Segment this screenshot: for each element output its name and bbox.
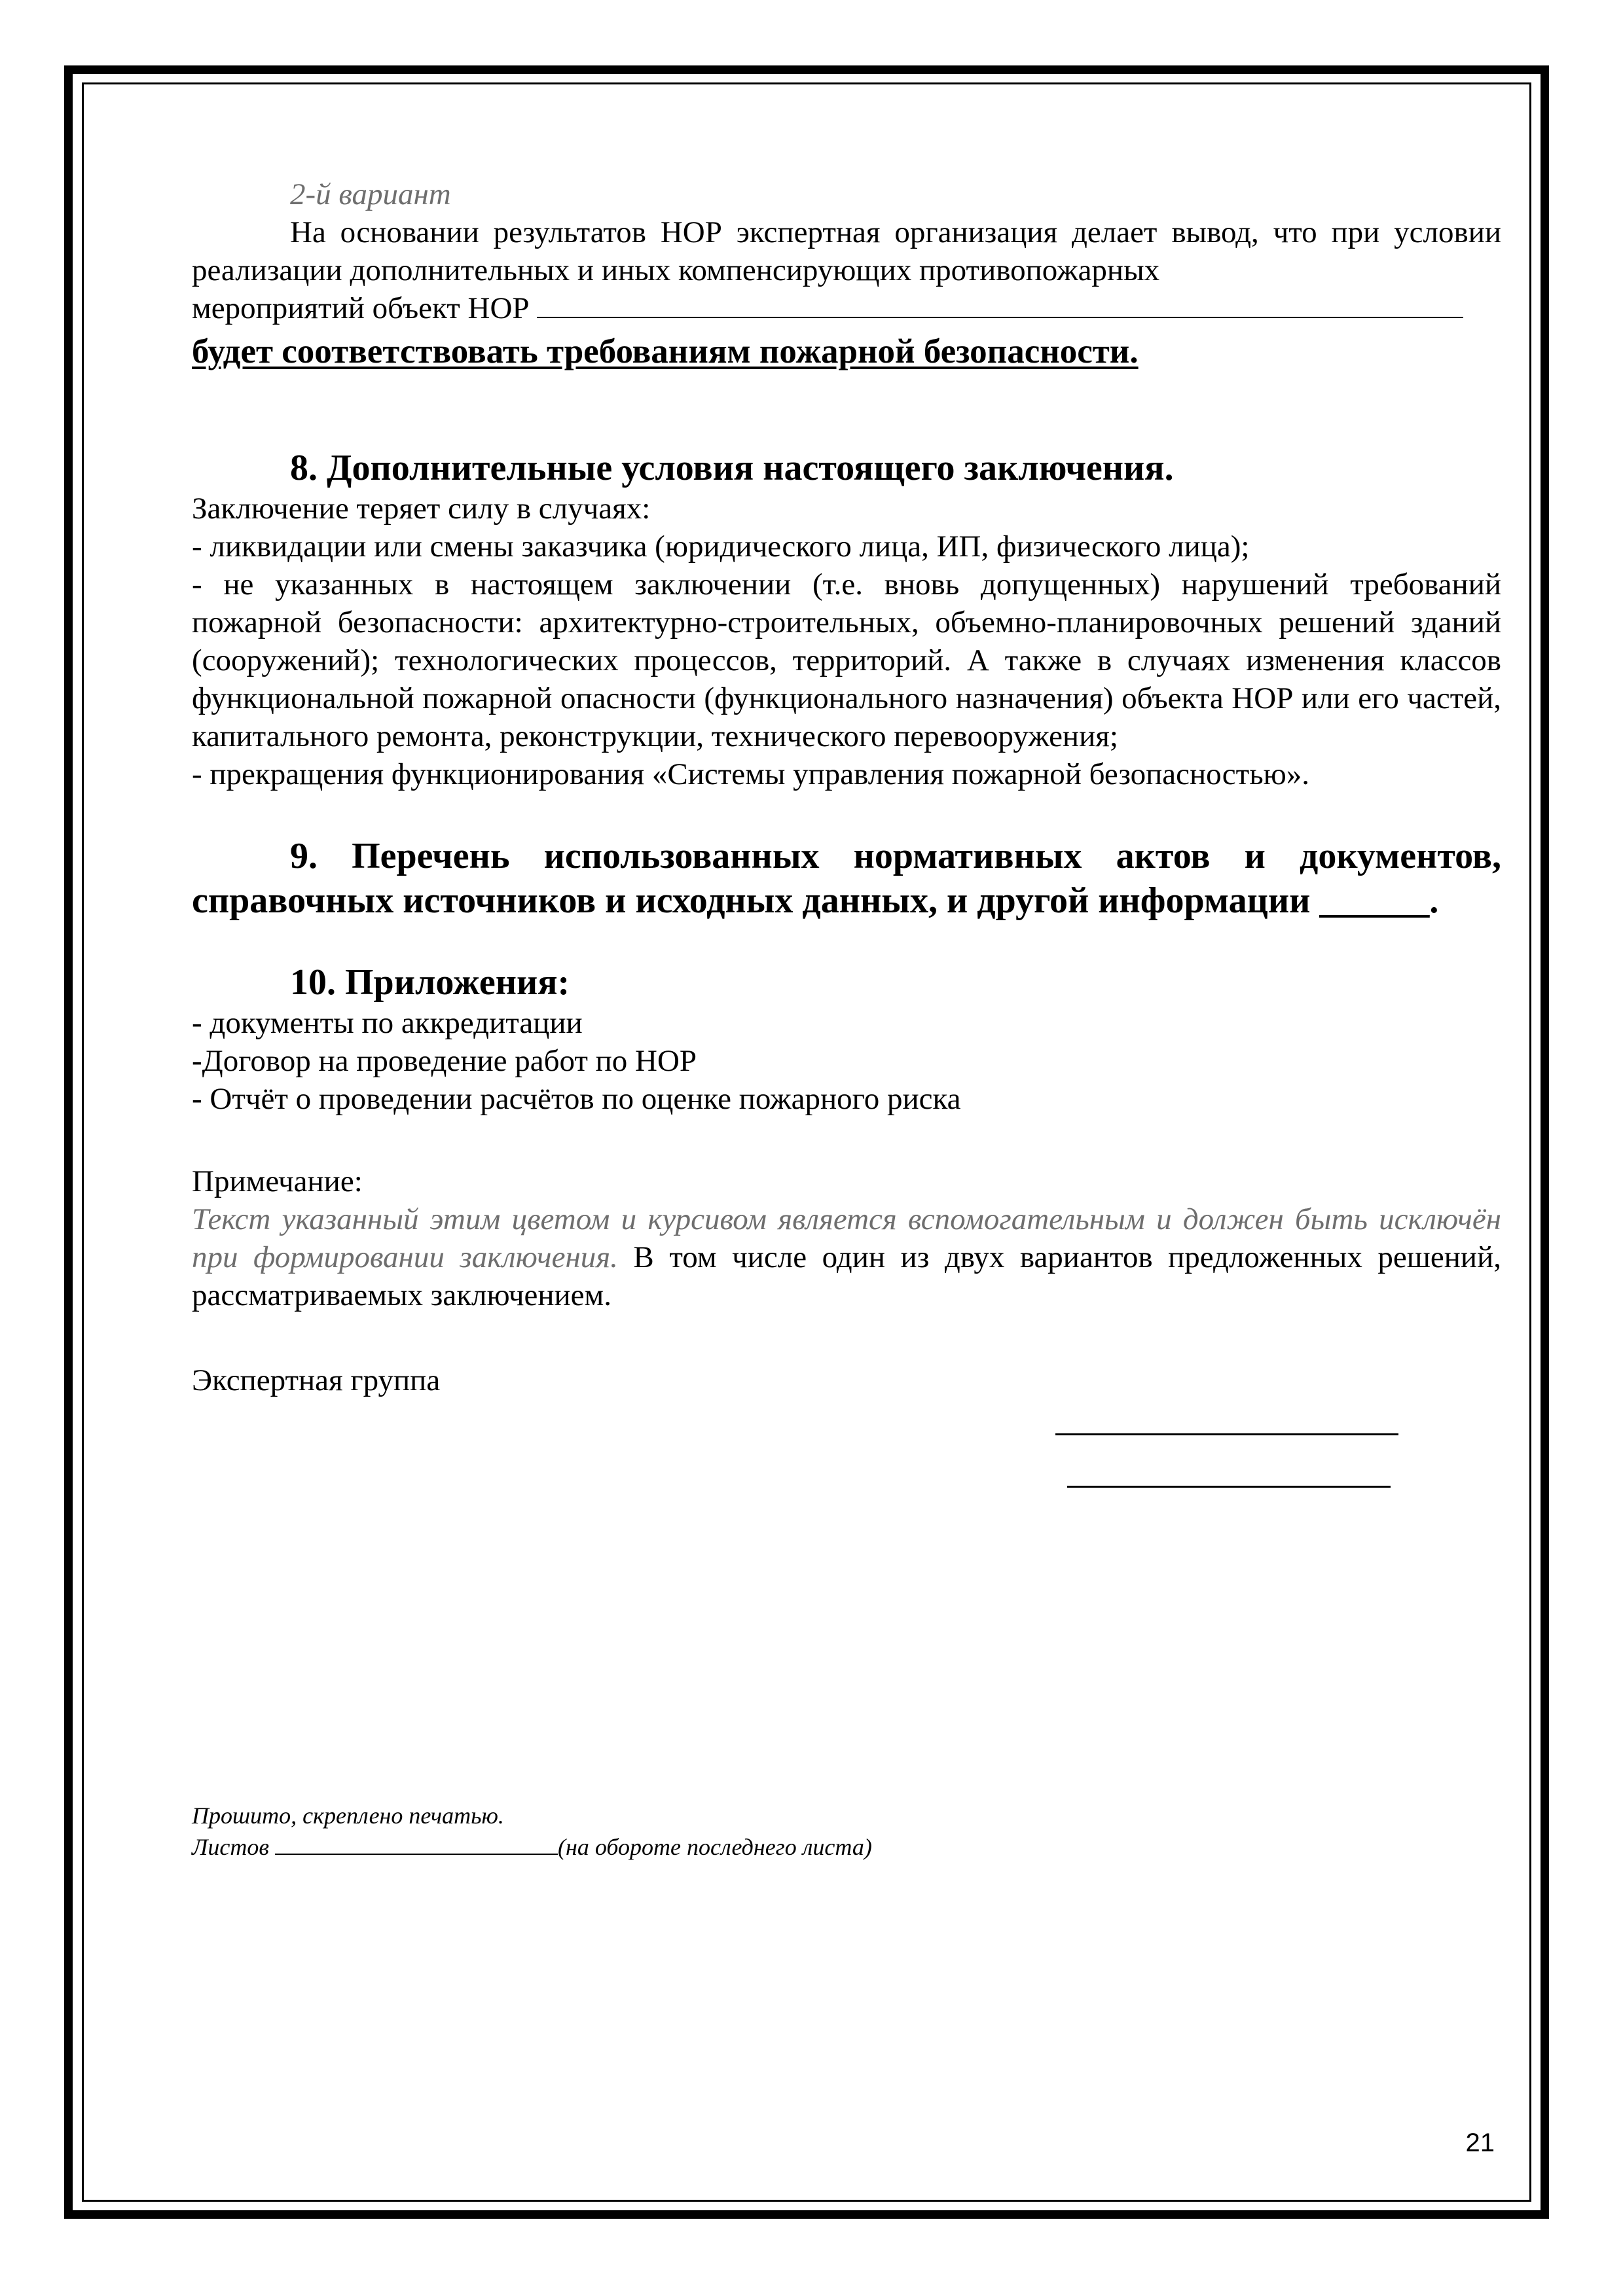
variant-paragraph bbox=[192, 213, 1501, 289]
section-8-intro: Заключение теряет силу в случаях: bbox=[192, 492, 651, 526]
conclusion-statement: будет соответствовать требованиям пожарной безопасности. bbox=[192, 332, 1139, 370]
variant-object-line bbox=[192, 289, 1501, 327]
expert-group-label: Экспертная группа bbox=[192, 1363, 441, 1397]
binding-note-line-2 bbox=[192, 1831, 872, 1863]
binding-note bbox=[192, 1800, 872, 1863]
appendix-item-1: - документы по аккредитации bbox=[192, 1006, 583, 1040]
signature-line-1 bbox=[1055, 1433, 1398, 1435]
section-8-item-1: - ликвидации или смены заказчика (юридического лица, ИП, физического лица); bbox=[192, 529, 1250, 564]
note-normal-text: В том числе один из двух вариантов предложенных решений, рассматриваемых заключением. bbox=[192, 1240, 1501, 1312]
appendix-item-2: -Договор на проведение работ по НОР bbox=[192, 1044, 697, 1078]
variant-paragraph-text: На основании результатов НОР экспертная организация делает вывод, что при условии реализации дополнительных и иных компенсирующих противопожарных bbox=[192, 215, 1501, 287]
object-label: мероприятий объект НОР bbox=[192, 291, 530, 325]
section-8-heading: 8. Дополнительные условия настоящего заключения. bbox=[290, 448, 1174, 488]
note-label: Примечание: bbox=[192, 1164, 363, 1198]
sheets-suffix: (на обороте последнего листа) bbox=[557, 1834, 872, 1860]
note-helper-text: Текст указанный этим цветом и курсивом является вспомогательным и должен быть исключён при формировании заключения. bbox=[192, 1202, 1501, 1274]
signature-line-2 bbox=[1067, 1486, 1391, 1488]
sheets-blank-line bbox=[275, 1831, 558, 1855]
section-10-heading: 10. Приложения: bbox=[290, 962, 570, 1003]
object-blank-line bbox=[537, 291, 1463, 318]
document-body bbox=[192, 175, 1501, 1314]
section-9-heading: 9. Перечень использованных нормативных актов и документов, справочных источников и исходных данных, и другой информации ______. bbox=[192, 836, 1501, 921]
note-text bbox=[192, 1200, 1501, 1314]
section-8-item-2: - не указанных в настоящем заключении (т.е. вновь допущенных) нарушений требований пожарной безопасности: архитектурно-строительных, объемно-планировочных решений зданий (сооружений); технологических процессов, территорий. А также в случаях изменения классов функциональной пожарной опасности (функционального назначения) объекта НОР или его частей, капитального ремонта, реконструкции, технического перевооружения; bbox=[192, 567, 1501, 753]
page-number: 21 bbox=[1465, 2128, 1495, 2157]
section-8-item-3: - прекращения функционирования «Системы управления пожарной безопасностью». bbox=[192, 757, 1310, 791]
appendix-item-3: - Отчёт о проведении расчётов по оценке пожарного риска bbox=[192, 1082, 961, 1116]
variant-label: 2-й вариант bbox=[290, 177, 451, 211]
binding-note-line-1: Прошито, скреплено печатью. bbox=[192, 1803, 504, 1829]
sheets-label: Листов bbox=[192, 1834, 275, 1860]
